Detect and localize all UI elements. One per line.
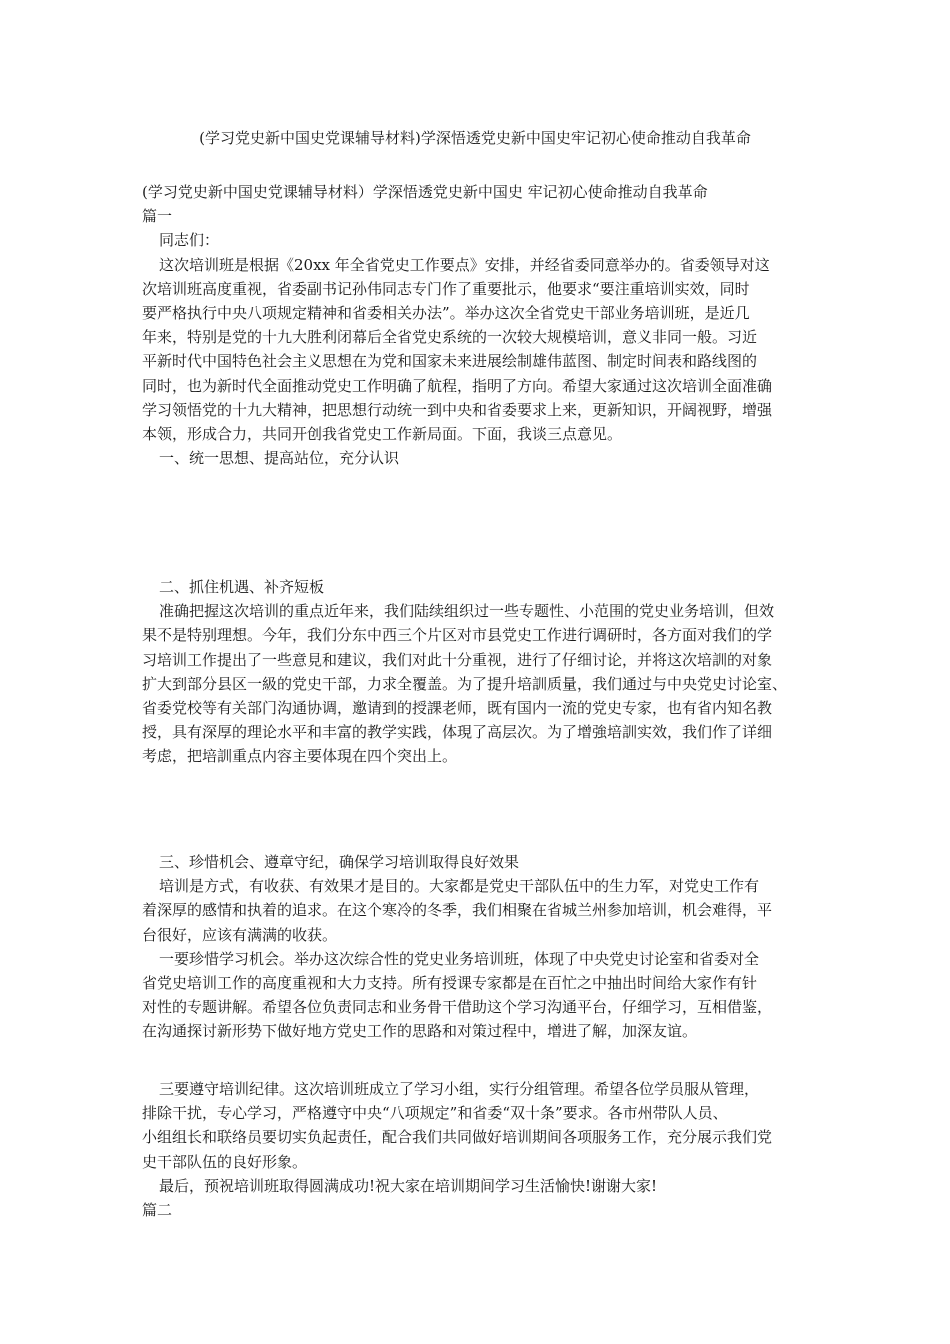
section-three-block [142, 850, 810, 1044]
paragraph-line: 着深厚的感情和执着的追求。在这个寒冷的冬季，我们相聚在省城兰州参加培训，机会难得，平 [142, 901, 773, 920]
paragraph-line: 扩大到部分县区一級的党史干部，力求全覆盖。为了提升培訓质量，我们通过与中央党史讨论室、 [142, 674, 788, 693]
section-heading: 一、统一思想、提高站位，充分认识 [159, 449, 400, 468]
section-heading: 三、珍惜机会、遵章守纪，确保学习培训取得良好效果 [159, 853, 520, 871]
part-label: 篇二 [142, 1200, 173, 1219]
paragraph-line: 省委党校等有关部门沟通协调，邀请到的授課老师，既有国内一流的党史专家，也有省内知名教 [142, 698, 773, 717]
section-heading: 二、抓住机遇、补齐短板 [159, 578, 325, 596]
paragraph-line: 省党史培训工作的高度重视和大力支持。所有授课专家都是在百忙之中抽出时间给大家作有针 [142, 973, 758, 992]
paragraph-line: 三要遵守培训纪律。这次培训班成立了学习小组，实行分组管理。希望各位学员服从管理， [159, 1080, 760, 1098]
paragraph-line: 考虑，把培訓重点内容主要体現在四个突出上。 [142, 747, 458, 766]
paragraph-line: 要严格执行中央八项规定精神和省委相关办法”。举办这次全省党史干部业务培训班，是近几 [142, 303, 750, 322]
intro-block [142, 180, 810, 470]
paragraph-line: 这次培训班是根据《20xx 年全省党史工作要点》安排，并经省委同意举办的。省委领导对这 [159, 255, 770, 274]
document-subtitle: (学习党史新中国史党课辅导材料）学深悟透党史新中国史 牢记初心使命推动自我革命 [142, 183, 708, 201]
paragraph-line: 对性的专题讲解。希望各位负责同志和业务骨干借助这个学习沟通平台，仔细学习，互相借鉴， [142, 998, 773, 1017]
paragraph-line: 次培训班高度重视，省委副书记孙伟同志专门作了重要批示，他要求“要注重培训实效，同时 [142, 279, 750, 298]
greeting: 同志们： [159, 231, 220, 250]
paragraph-line: 台很好，应该有满满的收获。 [142, 925, 338, 944]
paragraph-line: 史干部队伍的良好形象。 [142, 1152, 308, 1171]
paragraph-line: 授，具有深厚的理论水平和丰富的教学实践，体現了高层次。为了增強培訓实效，我们作了详细 [142, 723, 773, 742]
paragraph-line: 学习领悟党的十九大精神，把思想行动统一到中央和省委要求上来，更新知识，开阔视野，增强 [142, 400, 773, 419]
paragraph-line: 年来，特别是党的十九大胜利闭幕后全省党史系统的一次较大规模培训，意义非同一般。习近 [142, 328, 758, 347]
paragraph-line: 平新时代中国特色社会主义思想在为党和国家未来进展绘制雄伟蓝图、制定时间表和路线图的 [142, 352, 758, 371]
paragraph-line: 习培训工作提出了一些意見和建议，我们对此十分重视，进行了仔细讨论，并将这次培訓的对象 [142, 650, 773, 669]
paragraph-line: 培训是方式，有收获、有效果才是目的。大家都是党史干部队伍中的生力军，对党史工作有 [159, 877, 760, 896]
paragraph-line: 同时，也为新时代全面推动党史工作明确了航程，指明了方向。希望大家通过这次培训全面准确 [142, 376, 773, 395]
section-two-block [142, 575, 810, 769]
document-title: (学习党史新中国史党课辅导材料)学深悟透党史新中国史牢记初心使命推动自我革命 [199, 129, 751, 147]
paragraph-line: 在沟通探讨新形势下做好地方党史工作的思路和对策过程中，增进了解，加深友谊。 [142, 1022, 698, 1041]
paragraph-line: 一要珍惜学习机会。举办这次综合性的党史业务培训班，体现了中央党史讨论室和省委对全 [159, 949, 760, 968]
paragraph-line: 小组组长和联络员要切实负起责任，配合我们共同做好培训期间各项服务工作，充分展示我们党 [142, 1128, 773, 1147]
paragraph-line: 果不是特别理想。今年，我们分东中西三个片区对市县党史工作进行调研时，各方面对我们的学 [142, 626, 773, 645]
closing-line: 最后，预祝培训班取得圆满成功!祝大家在培训期间学习生活愉快!谢谢大家! [159, 1176, 658, 1195]
paragraph-line: 准确把握这次培训的重点近年来，我们陆续组织过一些专题性、小范围的党史业务培训，但效 [159, 602, 775, 621]
closing-block [142, 1077, 810, 1222]
paragraph-line: 本领，形成合力，共同开创我省党史工作新局面。下面，我谈三点意见。 [142, 424, 623, 443]
part-label: 篇一 [142, 207, 173, 226]
paragraph-line: 排除干扰，专心学习，严格遵守中央“八项规定”和省委“双十条”要求。各市州带队人员、 [142, 1104, 728, 1123]
